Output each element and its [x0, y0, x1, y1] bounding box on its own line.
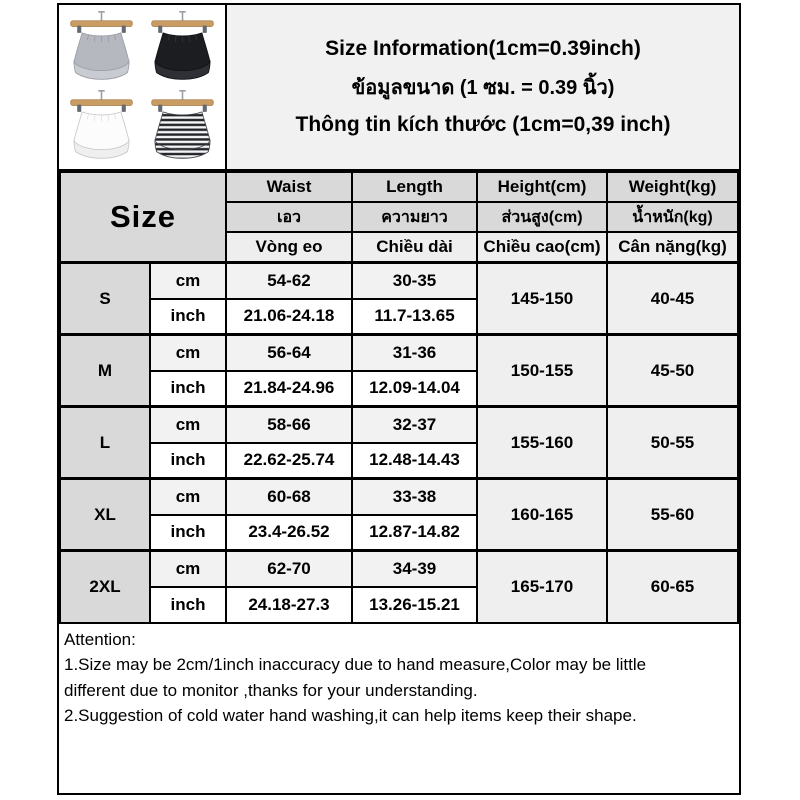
length-header: Length — [352, 172, 477, 202]
waist-inch-value: 21.84-24.96 — [226, 371, 352, 407]
title-panel — [227, 5, 739, 169]
weight-header-thai: น้ำหนัก(kg) — [607, 202, 738, 232]
unit-label: inch — [150, 371, 226, 407]
waist-header-vietnamese: Vòng eo — [226, 232, 352, 263]
size-table — [59, 171, 739, 624]
page-title: Size Information(1cm=0.39inch) — [325, 37, 641, 60]
unit-label: cm — [150, 407, 226, 443]
page-title-vietnamese: Thông tin kích thước (1cm=0,39 inch) — [295, 113, 671, 136]
height-value: 145-150 — [477, 263, 607, 335]
waist-inch-value: 22.62-25.74 — [226, 443, 352, 479]
weight-header: Weight(kg) — [607, 172, 738, 202]
striped-skirt-image — [142, 87, 223, 166]
unit-label: inch — [150, 443, 226, 479]
unit-label: cm — [150, 479, 226, 515]
unit-label: inch — [150, 587, 226, 623]
product-photo-grid — [59, 5, 227, 169]
unit-label: cm — [150, 551, 226, 587]
attention-note: 2.Suggestion of cold water hand washing,it can help items keep their shape. — [64, 706, 637, 725]
length-inch-value: 11.7-13.65 — [352, 299, 477, 335]
black-skirt-image — [142, 8, 223, 87]
unit-label: inch — [150, 299, 226, 335]
striped-skirt-photo — [142, 87, 223, 166]
height-header: Height(cm) — [477, 172, 607, 202]
length-inch-value: 12.87-14.82 — [352, 515, 477, 551]
height-value: 160-165 — [477, 479, 607, 551]
white-skirt-image — [61, 87, 142, 166]
weight-value: 55-60 — [607, 479, 738, 551]
waist-cm-value: 60-68 — [226, 479, 352, 515]
length-cm-value: 33-38 — [352, 479, 477, 515]
length-header-vietnamese: Chiều dài — [352, 232, 477, 263]
page-title-thai: ข้อมูลขนาด (1 ซม. = 0.39 นิ้ว) — [351, 77, 615, 99]
size-label: M — [60, 335, 150, 407]
waist-inch-value: 24.18-27.3 — [226, 587, 352, 623]
unit-label: inch — [150, 515, 226, 551]
gray-skirt-photo — [61, 8, 142, 87]
weight-value: 45-50 — [607, 335, 738, 407]
size-label: L — [60, 407, 150, 479]
height-value: 165-170 — [477, 551, 607, 623]
gray-skirt-image — [61, 8, 142, 87]
unit-label: cm — [150, 335, 226, 371]
length-inch-value: 12.48-14.43 — [352, 443, 477, 479]
size-label: S — [60, 263, 150, 335]
height-header-thai: ส่วนสูง(cm) — [477, 202, 607, 232]
waist-header: Waist — [226, 172, 352, 202]
weight-header-vietnamese: Cân nặng(kg) — [607, 232, 738, 263]
black-skirt-photo — [142, 8, 223, 87]
attention-note: 1.Size may be 2cm/1inch inaccuracy due to hand measure,Color may be little different due to monitor ,thanks for your understanding. — [64, 655, 647, 700]
length-cm-value: 30-35 — [352, 263, 477, 299]
height-value: 150-155 — [477, 335, 607, 407]
size-label: 2XL — [60, 551, 150, 623]
height-header-vietnamese: Chiều cao(cm) — [477, 232, 607, 263]
length-inch-value: 13.26-15.21 — [352, 587, 477, 623]
top-section — [59, 5, 739, 171]
unit-label: cm — [150, 263, 226, 299]
length-cm-value: 34-39 — [352, 551, 477, 587]
length-header-thai: ความยาว — [352, 202, 477, 232]
waist-header-thai: เอว — [226, 202, 352, 232]
size-label: XL — [60, 479, 150, 551]
size-corner-header: Size — [60, 172, 226, 263]
weight-value: 60-65 — [607, 551, 738, 623]
waist-cm-value: 54-62 — [226, 263, 352, 299]
waist-inch-value: 23.4-26.52 — [226, 515, 352, 551]
waist-cm-value: 56-64 — [226, 335, 352, 371]
waist-cm-value: 58-66 — [226, 407, 352, 443]
length-cm-value: 32-37 — [352, 407, 477, 443]
white-skirt-photo — [61, 87, 142, 166]
attention-section — [59, 624, 739, 794]
attention-heading: Attention: — [64, 629, 136, 649]
weight-value: 50-55 — [607, 407, 738, 479]
weight-value: 40-45 — [607, 263, 738, 335]
length-cm-value: 31-36 — [352, 335, 477, 371]
height-value: 155-160 — [477, 407, 607, 479]
length-inch-value: 12.09-14.04 — [352, 371, 477, 407]
waist-cm-value: 62-70 — [226, 551, 352, 587]
waist-inch-value: 21.06-24.18 — [226, 299, 352, 335]
size-chart-sheet — [57, 3, 741, 795]
